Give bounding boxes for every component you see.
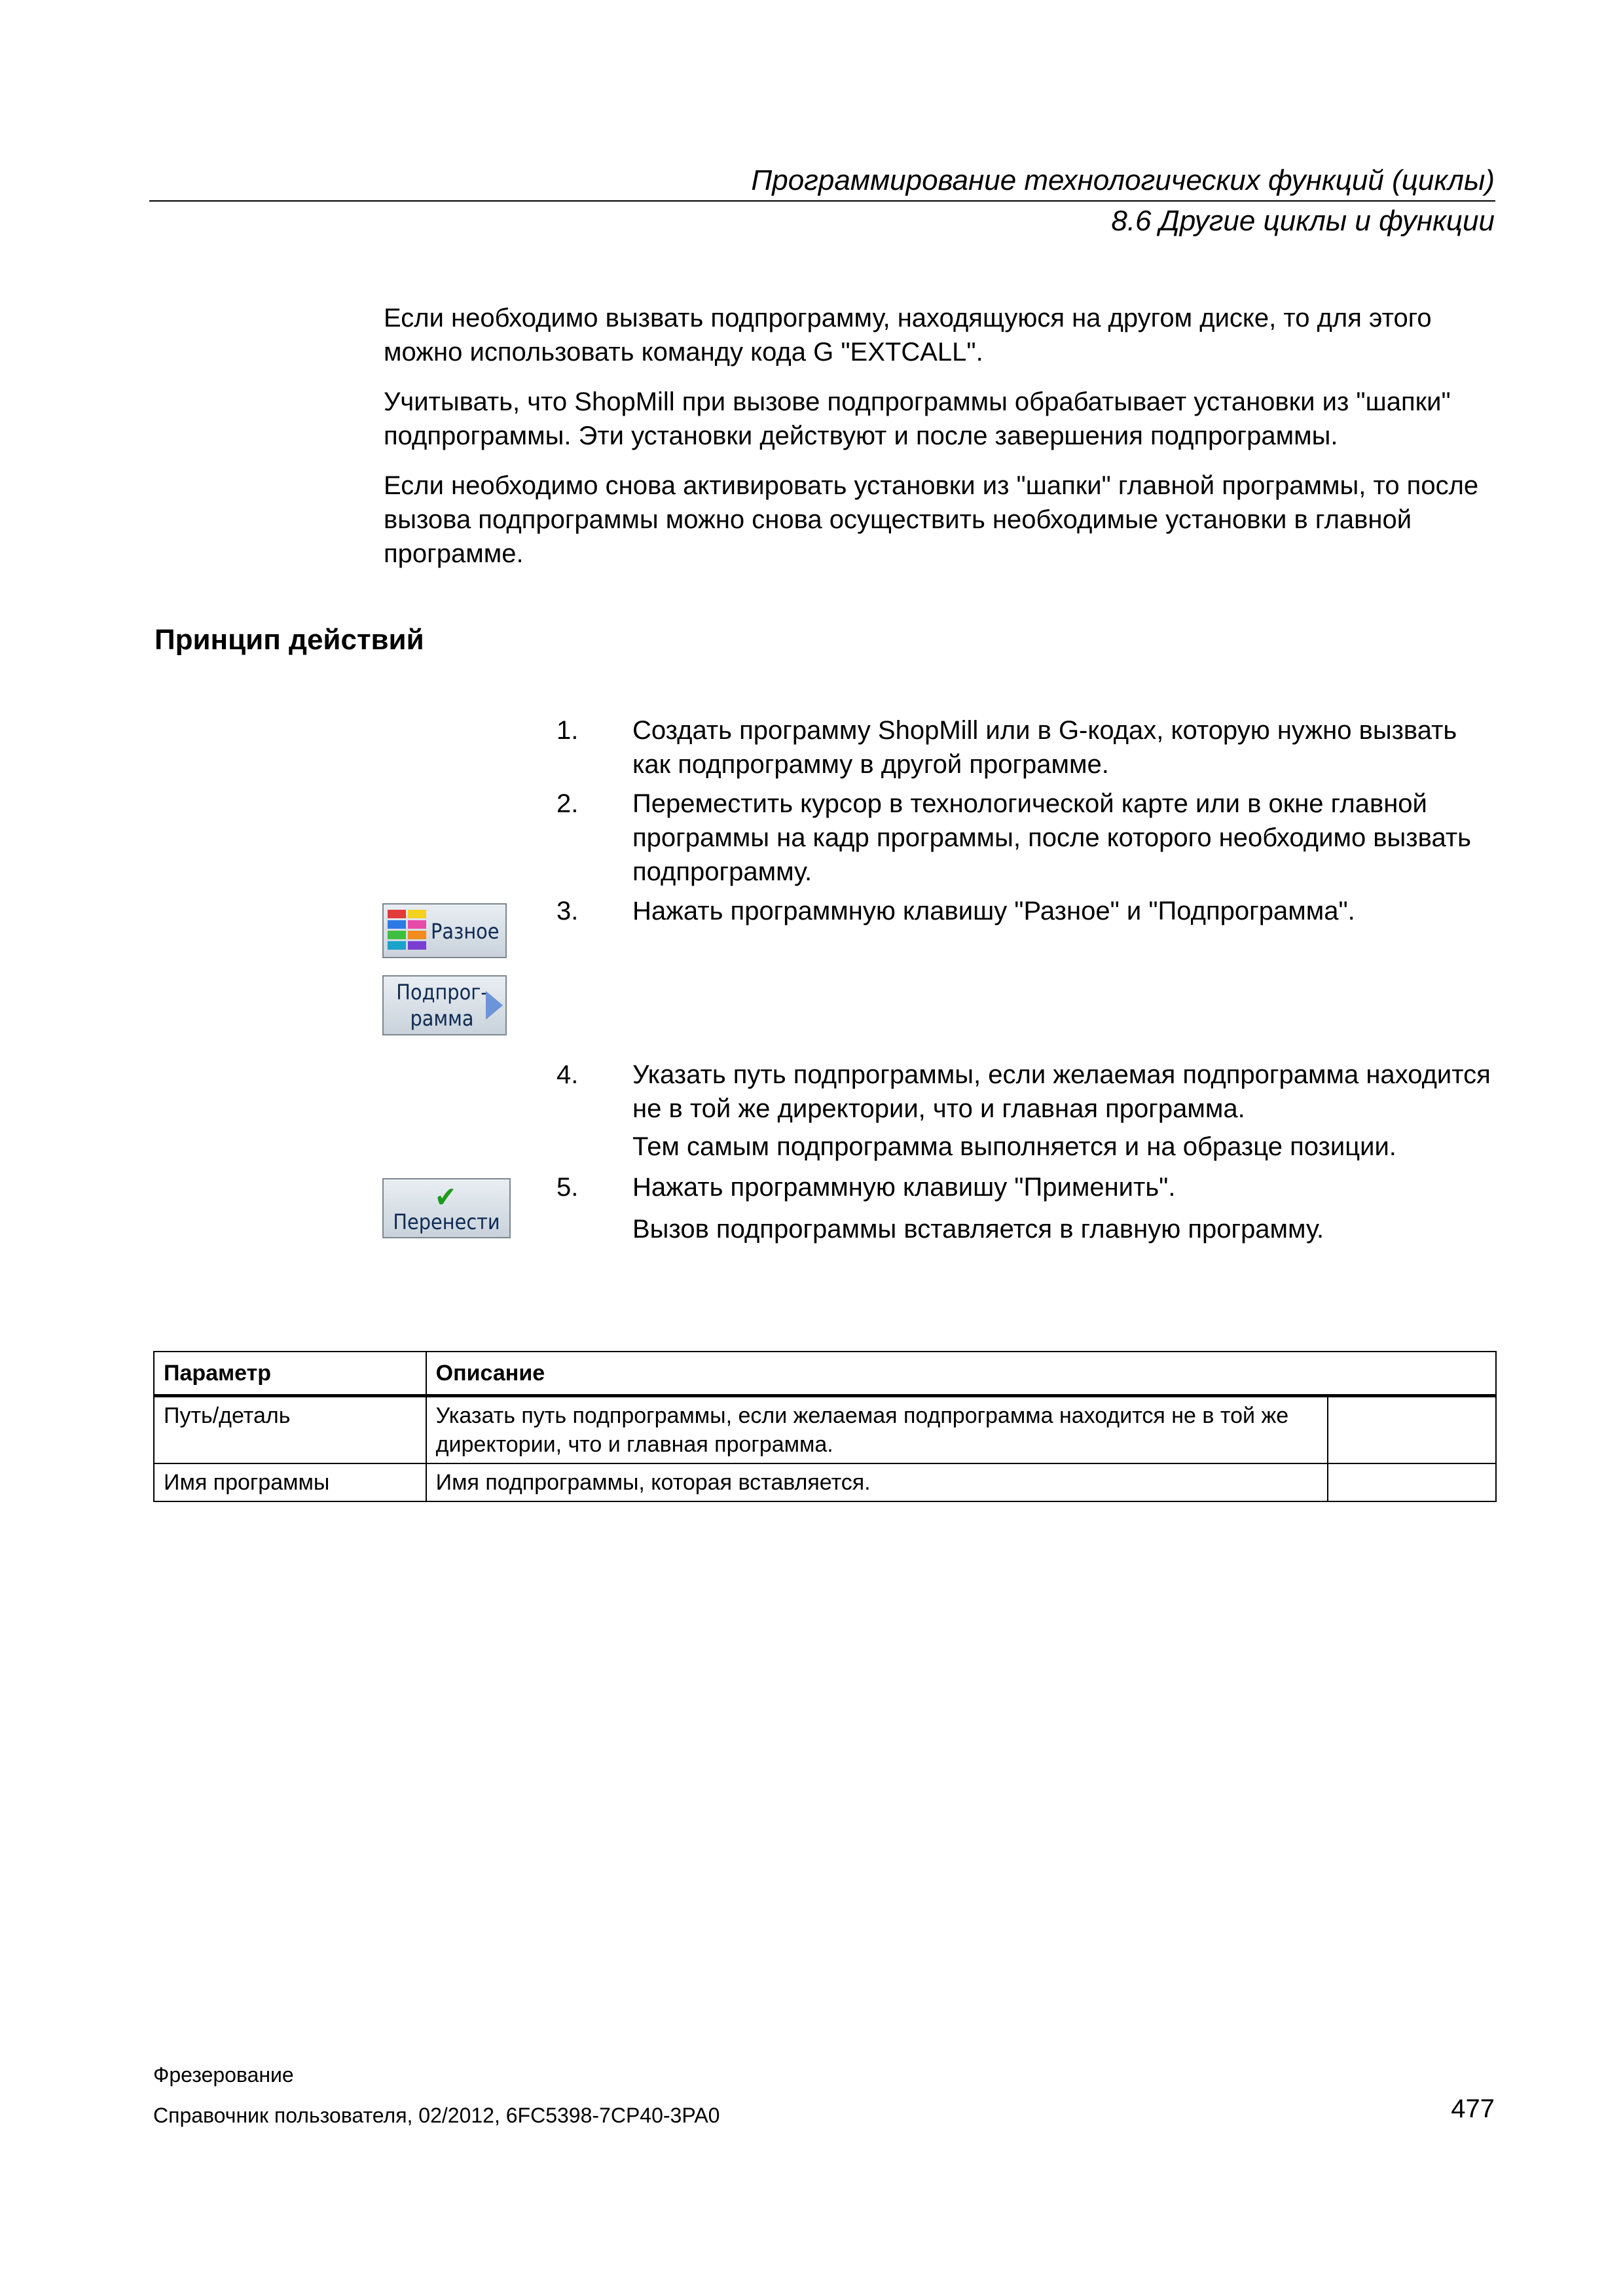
param-extra-cell [1328,1396,1496,1464]
param-extra-cell [1328,1463,1496,1501]
grid-cell [408,920,426,929]
header-title: Программирование технологических функций (циклы) [751,164,1495,196]
grid-cell [408,941,426,950]
grid-cell [388,920,406,929]
apply-softkey[interactable] [382,1178,511,1238]
parameter-table [153,1351,1497,1502]
step-text: Создать программу ShopMill или в G-кодах, которую нужно вызвать как подпрограмму в другой программе. [632,716,1457,779]
param-description: Указать путь подпрограммы, если желаемая подпрограмма находится не в той же директории, что и главная программа. [426,1396,1328,1464]
footer-reference: Справочник пользователя, 02/2012, 6FC5398-7CP40-3PA0 [153,2104,720,2127]
intro-paragraph: Если необходимо вызвать подпрограмму, находящуюся на другом диске, то для этого можно использовать команду кода G "EXTCALL". [384,304,1432,367]
param-name: Путь/деталь [154,1396,426,1464]
column-header: Параметр [154,1352,426,1396]
step-text: Нажать программную клавишу "Разное" и "Подпрограмма". [632,897,1355,925]
param-name: Имя программы [154,1463,426,1501]
arrow-right-icon [486,991,503,1020]
step-text: Указать путь подпрограммы, если желаемая подпрограмма находится не в той же директории, что и главная программа. [632,1060,1491,1123]
grid-cell [388,910,406,918]
misc-softkey[interactable] [382,903,507,958]
table-header-row [154,1352,1496,1396]
softkey-label-line: рамма [410,1006,474,1031]
header-subtitle: 8.6 Другие циклы и функции [1111,205,1495,237]
intro-text [384,301,1497,586]
footer-title: Фрезерование [153,2063,294,2087]
softkey-label: Разное [431,919,500,944]
softkey-label [393,979,491,1031]
grid-cell [408,910,426,918]
step-5-note: Вызов подпрограммы вставляется в главную программу. [632,1215,1324,1244]
step-number: 2. [556,789,579,818]
multicolor-grid-icon [388,910,426,950]
step-number: 1. [556,716,579,745]
page-number: 477 [1451,2094,1495,2123]
grid-cell [388,931,406,939]
softkey-label: Перенести [393,1210,500,1234]
step-text: Нажать программную клавишу "Применить". [632,1173,1176,1202]
grid-cell [388,941,406,950]
intro-paragraph: Если необходимо снова активировать установки из "шапки" главной программы, то после вызова подпрограммы можно снова осуществить необходимые установки в главной программе. [384,471,1479,568]
column-header: Описание [426,1352,1496,1396]
header-rule [149,200,1495,202]
intro-paragraph: Учитывать, что ShopMill при вызове подпрограммы обрабатывает установки из "шапки" подпрограммы. Эти установки действуют и после завершения подпрограммы. [384,387,1451,450]
step-4-note: Тем самым подпрограмма выполняется и на образце позиции. [632,1132,1396,1161]
step-number: 3. [556,897,579,925]
checkmark-icon: ✔ [435,1181,457,1214]
subprogram-softkey[interactable] [382,975,507,1035]
softkey-label-line: Подпрог- [396,980,488,1005]
grid-cell [408,931,426,939]
step-text: Переместить курсор в технологической карте или в окне главной программы на кадр программы, после которого необходимо вызвать подпрограмму. [632,789,1471,886]
section-heading: Принцип действий [155,624,424,656]
table-row [154,1463,1496,1501]
step-number: 4. [556,1060,579,1089]
param-description: Имя подпрограммы, которая вставляется. [426,1463,1328,1501]
step-number: 5. [556,1173,579,1202]
table-row [154,1396,1496,1464]
